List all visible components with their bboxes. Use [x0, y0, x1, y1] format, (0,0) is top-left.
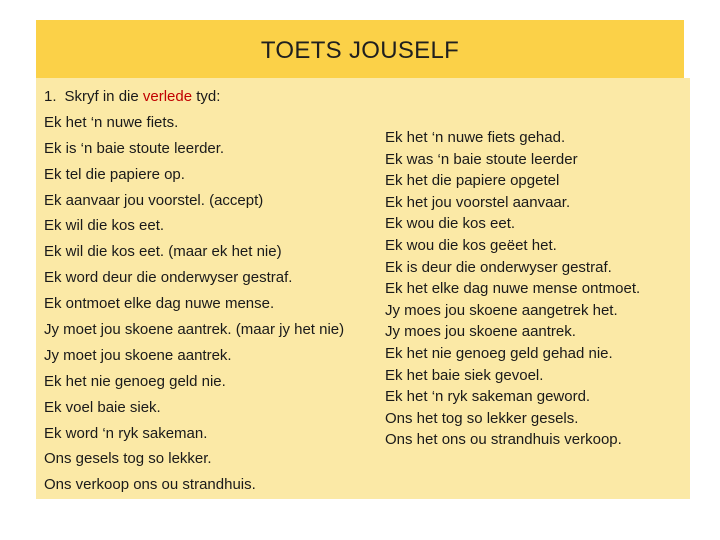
slide-title: TOETS JOUSELF	[260, 37, 460, 64]
prompt-sentence: Ek word ‘n ryk sakeman.	[44, 424, 208, 442]
answer-sentence: Ons het tog so lekker gesels.	[385, 409, 579, 427]
prompt-sentence: Ek tel die papiere op.	[44, 165, 185, 183]
prompt-sentence: Jy moet jou skoene aantrek. (maar jy het nie)	[44, 321, 345, 339]
prompt-sentence: Ek het nie genoeg geld nie.	[44, 372, 226, 390]
answer-sentence: Ek het ‘n ryk sakeman geword.	[385, 388, 591, 406]
prompt-sentence: Ek wil die kos eet.	[44, 217, 165, 235]
answer-sentence: Jy moes jou skoene aangetrek het.	[385, 301, 618, 319]
instruction-highlight: verlede	[142, 88, 193, 105]
answer-sentence: Ek wou die kos eet.	[385, 215, 516, 233]
question-number: 1.	[44, 88, 57, 105]
answer-sentence: Ek is deur die onderwyser gestraf.	[385, 258, 612, 276]
prompt-sentence: Ons gesels tog so lekker.	[44, 450, 212, 468]
prompt-column	[44, 84, 424, 498]
prompt-sentence: Ek word deur die onderwyser gestraf.	[44, 269, 293, 287]
answer-sentence: Ek het baie siek gevoel.	[385, 366, 544, 384]
instruction-text-before: Skryf in die	[64, 88, 143, 105]
prompt-sentence: Ek is ‘n baie stoute leerder.	[44, 139, 225, 157]
prompt-sentence: Ek voel baie siek.	[44, 398, 161, 416]
answer-sentence: Ek het ‘n nuwe fiets gehad.	[385, 129, 566, 146]
prompt-sentence: Jy moet jou skoene aantrek.	[44, 346, 232, 364]
question-instruction	[44, 84, 424, 110]
answer-sentence: Ek het elke dag nuwe mense ontmoet.	[385, 280, 641, 298]
answer-sentence: Ek wou die kos geëet het.	[385, 236, 557, 254]
prompt-sentence: Ek het ‘n nuwe fiets.	[44, 113, 179, 131]
instruction-text-after: tyd:	[192, 88, 221, 105]
answer-sentence: Ons het ons ou strandhuis verkoop.	[385, 431, 622, 449]
prompt-sentence: Ek ontmoet elke dag nuwe mense.	[44, 295, 275, 313]
title-band	[36, 20, 684, 78]
prompt-sentence: Ons verkoop ons ou strandhuis.	[44, 476, 256, 494]
answer-sentence: Ek het die papiere opgetel	[385, 172, 560, 190]
answer-sentence: Ek het jou voorstel aanvaar.	[385, 193, 571, 211]
answer-sentence: Jy moes jou skoene aantrek.	[385, 323, 576, 341]
answer-sentence: Ek het nie genoeg geld gehad nie.	[385, 344, 613, 362]
prompt-sentence: Ek aanvaar jou voorstel. (accept)	[44, 191, 264, 209]
answer-column	[385, 127, 685, 451]
answer-sentence: Ek was ‘n baie stoute leerder	[385, 150, 578, 168]
content-panel	[36, 78, 690, 499]
prompt-sentence: Ek wil die kos eet. (maar ek het nie)	[44, 243, 282, 261]
